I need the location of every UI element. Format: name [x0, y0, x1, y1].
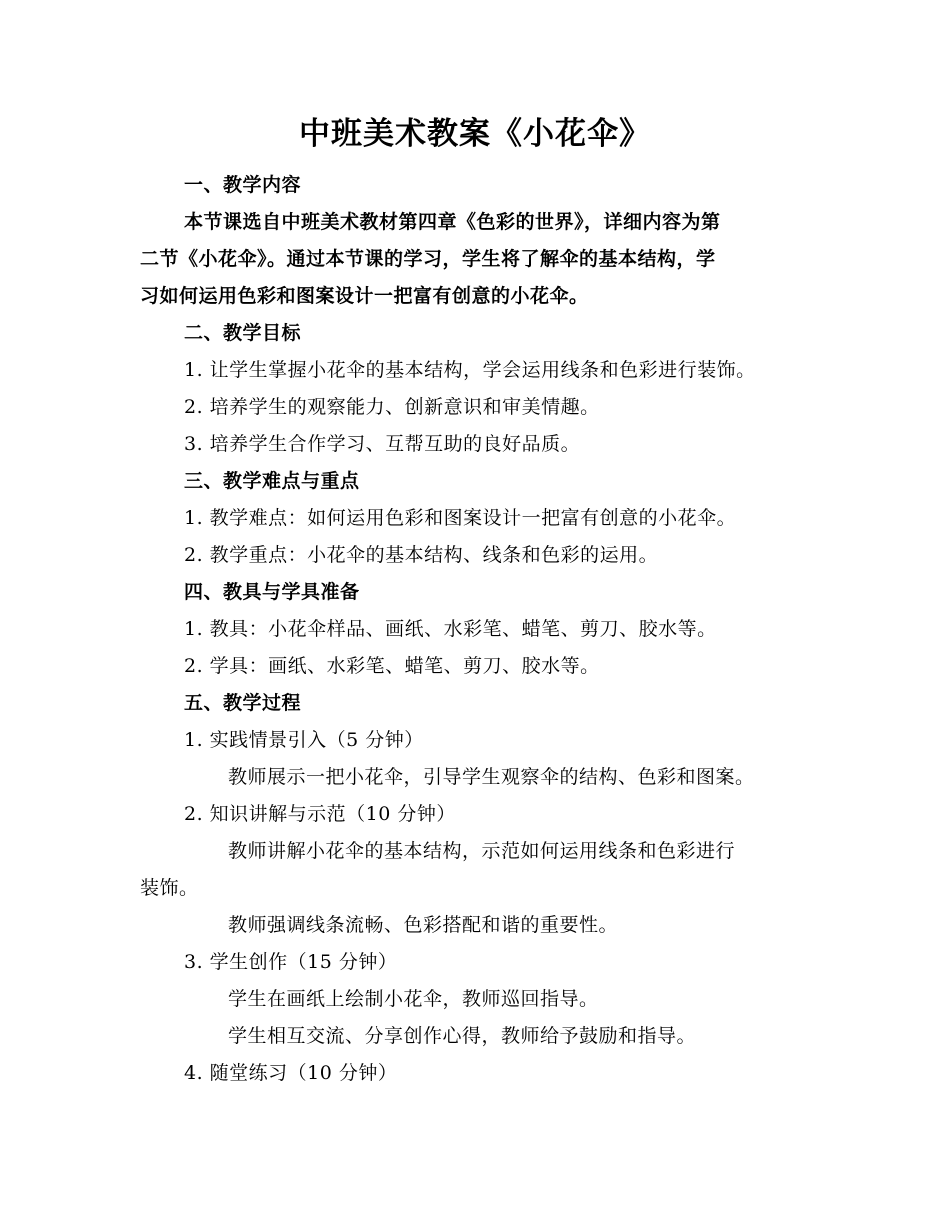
process-step-detail: 学生在画纸上绘制小花伞，教师巡回指导。: [228, 988, 599, 1010]
document-title: 中班美术教案《小花伞》: [299, 116, 651, 152]
section-heading-difficulties: 三、教学难点与重点: [184, 470, 360, 492]
process-step-detail: 教师展示一把小花伞，引导学生观察伞的结构、色彩和图案。: [228, 766, 755, 788]
list-item: 1. 教具：小花伞样品、画纸、水彩笔、蜡笔、剪刀、胶水等。: [184, 618, 717, 640]
list-item: 1. 让学生掌握小花伞的基本结构，学会运用线条和色彩进行装饰。: [184, 359, 756, 381]
list-item: 2. 教学重点：小花伞的基本结构、线条和色彩的运用。: [184, 544, 659, 566]
process-step-detail: 教师讲解小花伞的基本结构，示范如何运用线条和色彩进行: [228, 840, 736, 862]
section-heading-objectives: 二、教学目标: [184, 322, 302, 344]
list-item: 2. 培养学生的观察能力、创新意识和审美情趣。: [184, 396, 600, 418]
process-step-detail: 学生相互交流、分享创作心得，教师给予鼓励和指导。: [228, 1025, 697, 1047]
section-heading-materials: 四、教具与学具准备: [184, 581, 360, 603]
process-step: 3. 学生创作（15 分钟）: [184, 951, 398, 973]
list-item: 3. 培养学生合作学习、互帮互助的良好品质。: [184, 433, 581, 455]
process-step-detail-continued: 装饰。: [140, 877, 199, 899]
process-step: 1. 实践情景引入（5 分钟）: [184, 729, 424, 751]
content-paragraph-line: 本节课选自中班美术教材第四章《色彩的世界》，详细内容为第: [184, 211, 721, 233]
content-paragraph-line: 二节《小花伞》。通过本节课的学习，学生将了解伞的基本结构，学: [140, 248, 716, 270]
process-step-detail: 教师强调线条流畅、色彩搭配和谐的重要性。: [228, 914, 619, 936]
section-heading-process: 五、教学过程: [184, 692, 302, 714]
list-item: 2. 学具：画纸、水彩笔、蜡笔、剪刀、胶水等。: [184, 655, 600, 677]
list-item: 1. 教学难点：如何运用色彩和图案设计一把富有创意的小花伞。: [184, 507, 737, 529]
process-step: 2. 知识讲解与示范（10 分钟）: [184, 803, 456, 825]
process-step: 4. 随堂练习（10 分钟）: [184, 1062, 398, 1084]
content-paragraph-line: 习如何运用色彩和图案设计一把富有创意的小花伞。: [140, 285, 589, 307]
section-heading-content: 一、教学内容: [184, 174, 302, 196]
